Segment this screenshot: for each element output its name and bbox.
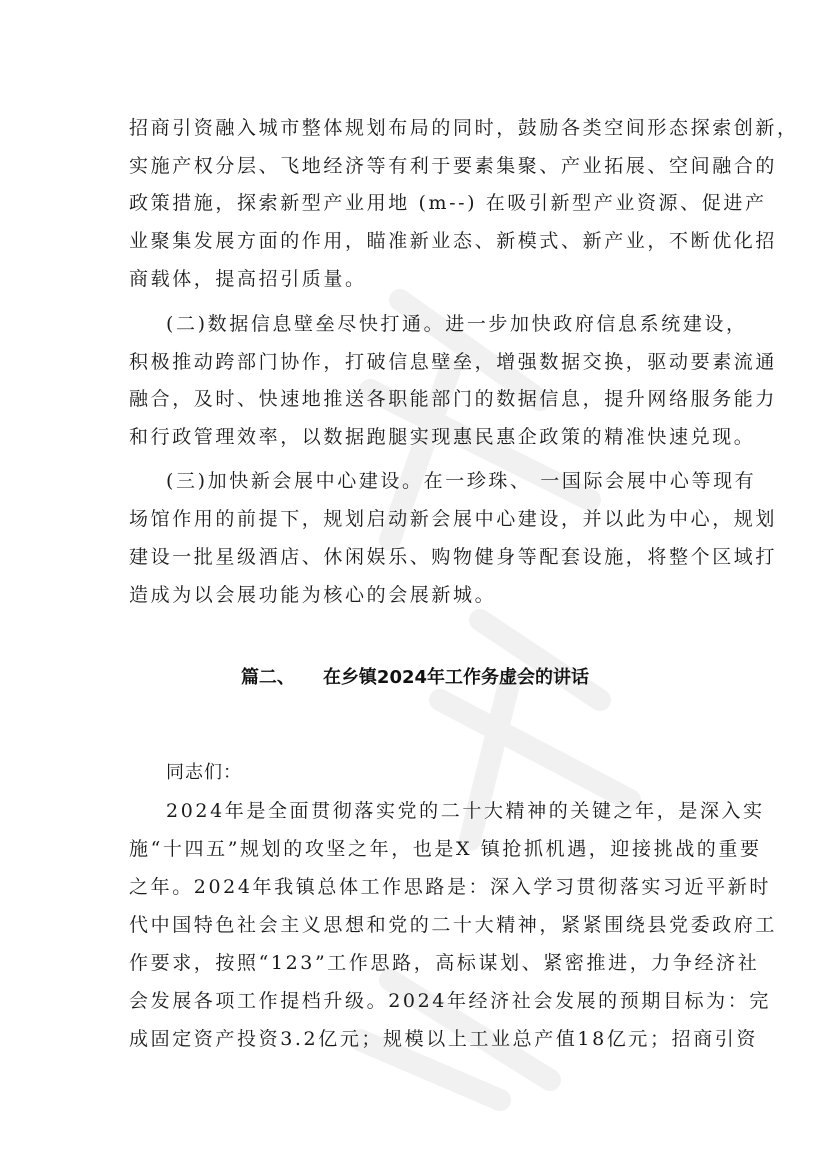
paragraph-line: (二)数据信息壁垒尽快打通。进一步加快政府信息系统建设， bbox=[166, 313, 748, 335]
paragraph-line: 场馆作用的前提下，规划启动新会展中心建设，并以此为中心，规划 bbox=[129, 508, 778, 530]
paragraph-line: 会发展各项工作提档升级。2024年经济社会发展的预期目标为：完 bbox=[129, 990, 771, 1012]
paragraph-line: 之年。2024年我镇总体工作思路是：深入学习贯彻落实习近平新时 bbox=[129, 876, 771, 898]
paragraph-line: (三)加快新会展中心建设。在一珍珠、 一国际会展中心等现有 bbox=[166, 470, 757, 492]
paragraph-line: 融合，及时、快速地推送各职能部门的数据信息，提升网络服务能力 bbox=[129, 388, 778, 410]
paragraph-line: 积极推动跨部门协作，打破信息壁垒，增强数据交换，驱动要素流通 bbox=[129, 351, 778, 373]
paragraph-line: 造成为以会展功能为核心的会展新城。 bbox=[129, 584, 497, 606]
paragraph-line: 商载体，提高招引质量。 bbox=[129, 268, 367, 290]
paragraph-line: 政策措施，探索新型产业用地 (m--) 在吸引新型产业资源、促进产 bbox=[129, 192, 767, 214]
paragraph-line: 实施产权分层、飞地经济等有利于要素集聚、产业拓展、空间融合的 bbox=[129, 155, 778, 177]
salutation: 同志们： bbox=[166, 762, 242, 783]
paragraph-line: 业聚集发展方面的作用，瞄准新业态、新模式、新产业，不断优化招 bbox=[129, 230, 778, 252]
paragraph-line: 施“十四五”规划的攻坚之年，也是X 镇抢抓机遇，迎接挑战的重要 bbox=[129, 838, 762, 860]
paragraph-line: 代中国特色社会主义思想和党的二十大精神，紧紧围绕县党委政府工 bbox=[129, 914, 778, 936]
paragraph-line: 建设一批星级酒店、休闲娱乐、购物健身等配套设施，将整个区域打 bbox=[129, 546, 778, 568]
paragraph-line: 成固定资产投资3.2亿元；规模以上工业总产值18亿元；招商引资 bbox=[129, 1028, 758, 1050]
paragraph-line: 招商引资融入城市整体规划布局的同时，鼓励各类空间形态探索创新， bbox=[129, 117, 799, 139]
heading-title: 在乡镇2024年工作务虚会的讲话 bbox=[322, 667, 590, 688]
paragraph-line: 和行政管理效率，以数据跑腿实现惠民惠企政策的精准快速兑现。 bbox=[129, 426, 756, 448]
paragraph-line: 作要求，按照“123”工作思路，高标谋划、紧密推进，力争经济社 bbox=[129, 952, 760, 974]
heading-part-label: 篇二、 bbox=[240, 667, 295, 688]
section-heading bbox=[0, 662, 830, 694]
paragraph-line: 2024年是全面贯彻落实党的二十大精神的关键之年，是深入实 bbox=[166, 800, 765, 822]
